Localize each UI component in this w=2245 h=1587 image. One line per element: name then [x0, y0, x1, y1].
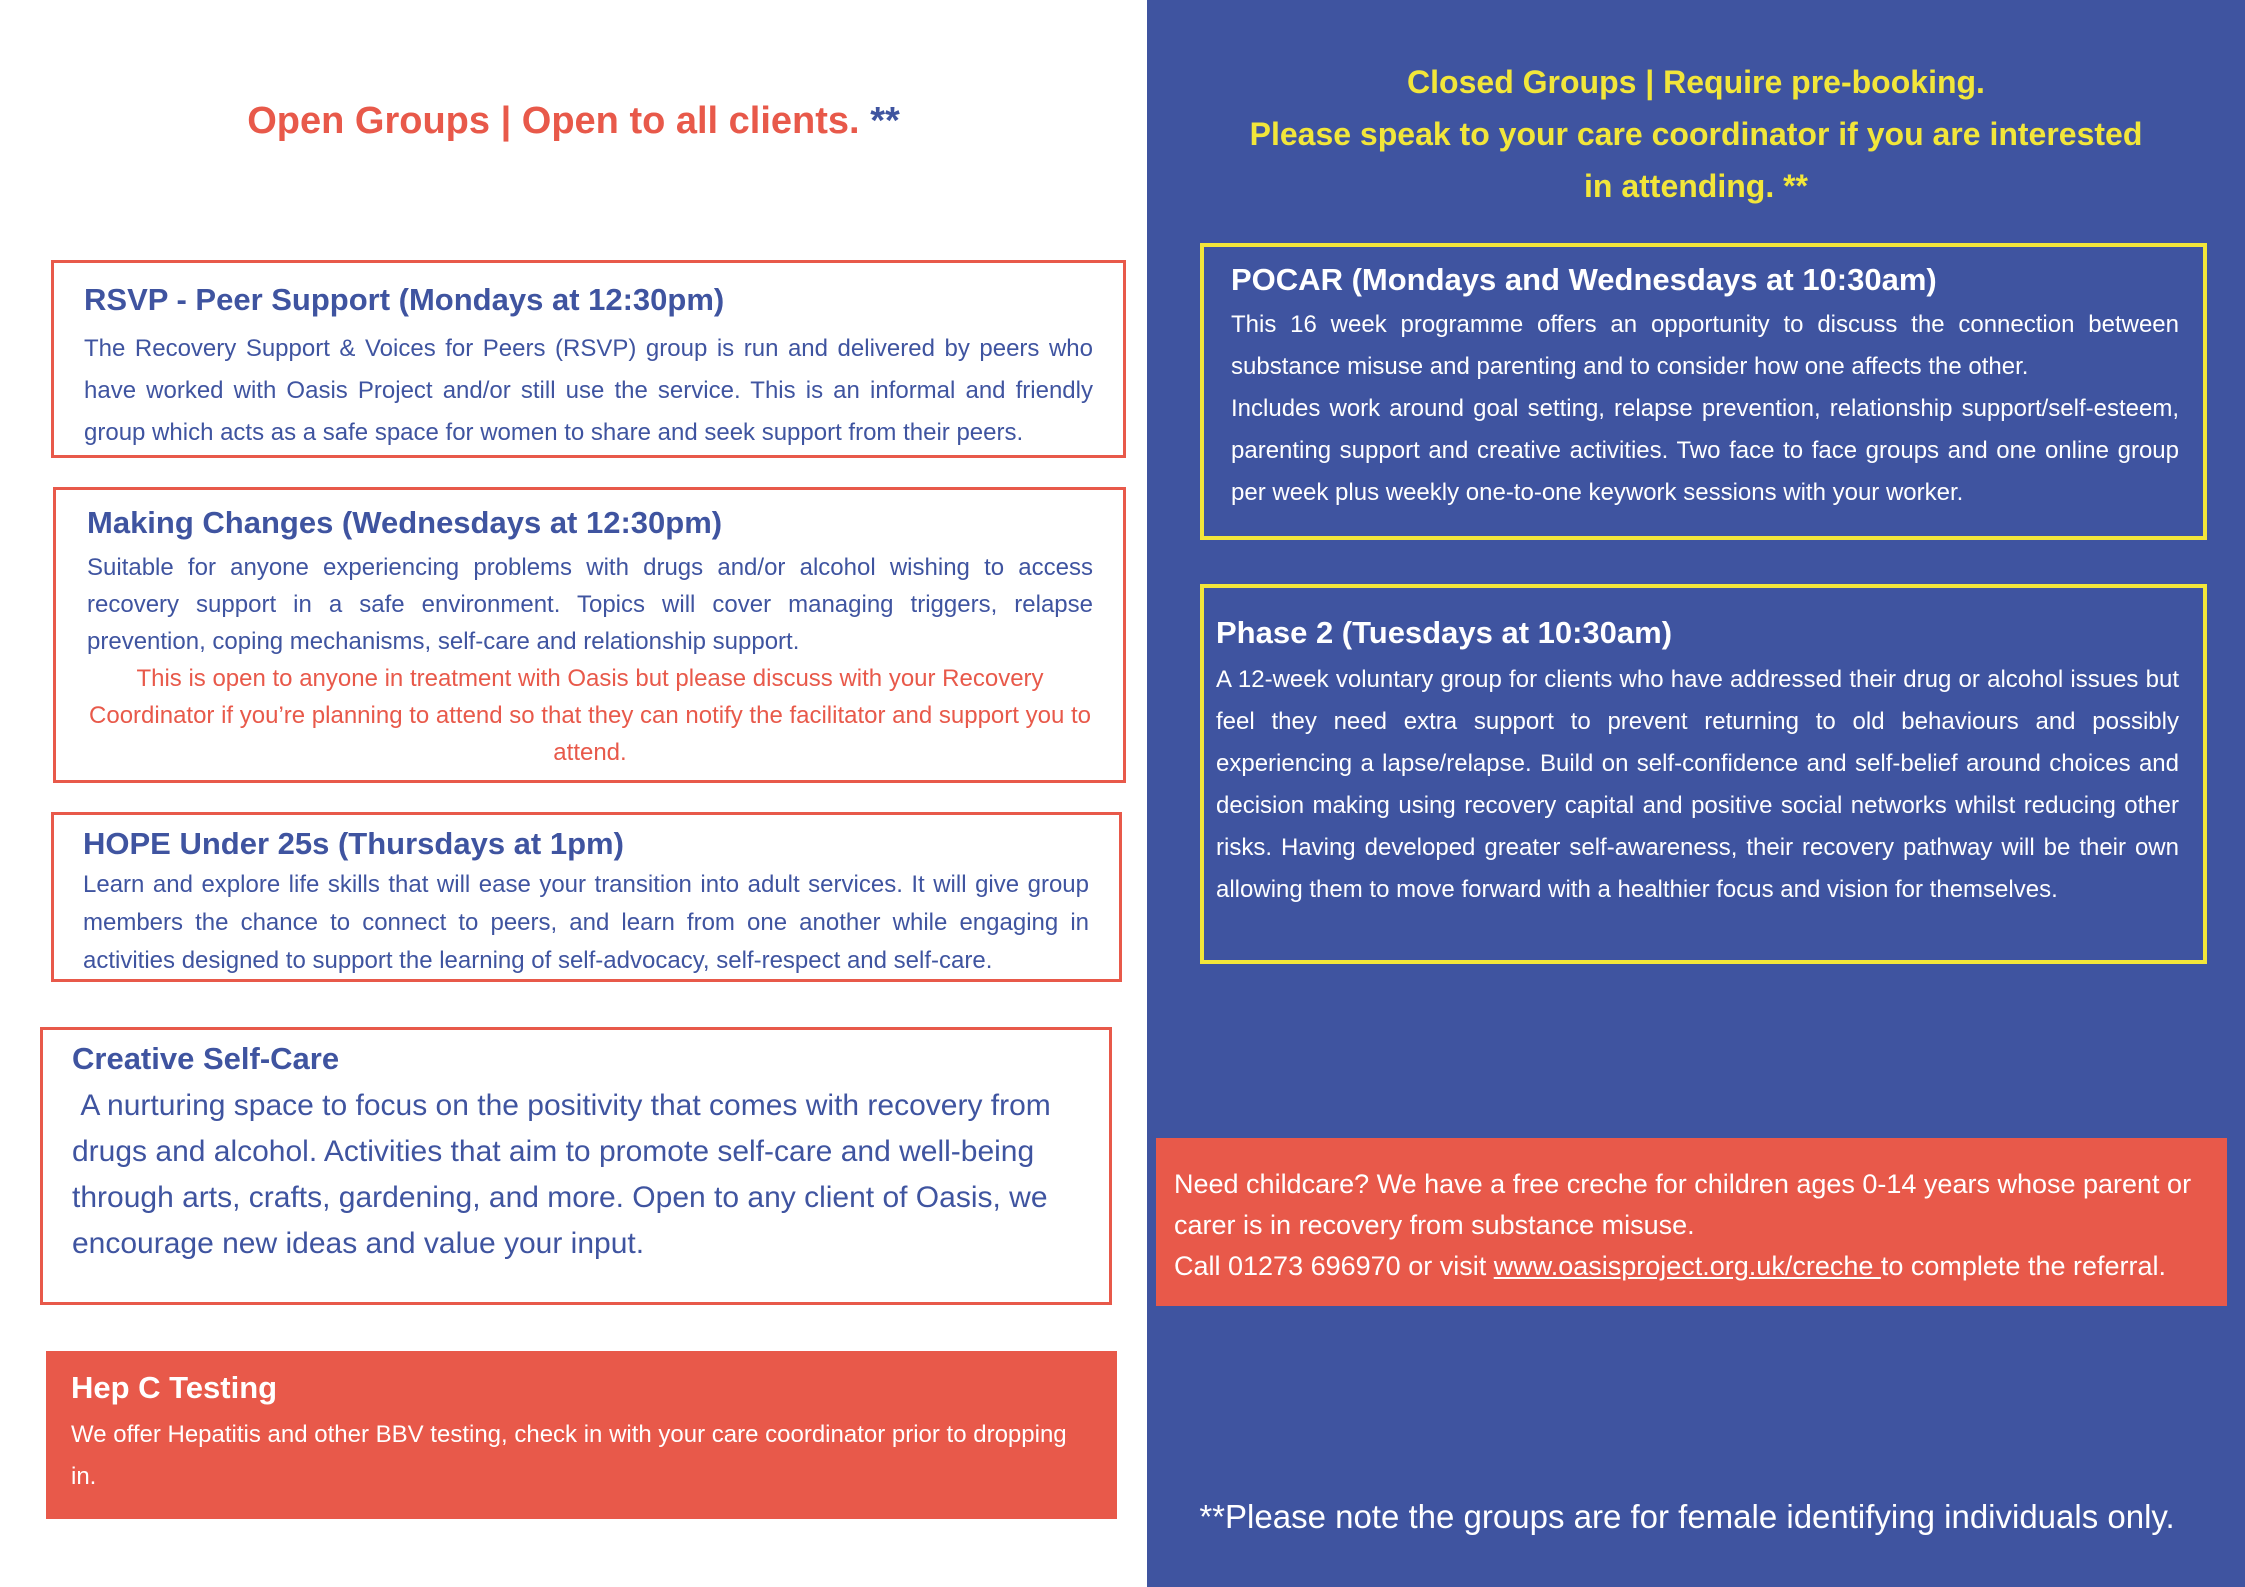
making-changes-title: Making Changes (Wednesdays at 12:30pm) [87, 505, 723, 540]
making-changes-description: Suitable for anyone experiencing problems with drugs and/or alcohol wishing to access recovery support in a safe environment. Topics will cover managing triggers, relapse prevention, coping mechanisms, self-care and relationship support. [87, 554, 1093, 656]
childcare-call-prefix: Call 01273 696970 or visit [1174, 1251, 1494, 1281]
making-changes-note: This is open to anyone in treatment with Oasis but please discuss with your Recovery Coordinator if you’re planning to attend so that they can notify the facilitator and support you to attend. [89, 665, 1091, 767]
childcare-call-suffix: to complete the referral. [1880, 1251, 2167, 1281]
childcare-text: Need childcare? We have a free creche for children ages 0-14 years whose parent or carer is in recovery from substance misuse. [1174, 1169, 2192, 1240]
pocar-details: Includes work around goal setting, relapse prevention, relationship support/self-esteem, parenting support and creative activities. Two face to face groups and one online group per week plus weekly one-to-one keywork sessions with your worker. [1231, 395, 2179, 507]
childcare-banner [1156, 1138, 2227, 1306]
creative-title: Creative Self-Care [72, 1041, 340, 1076]
pocar-description: This 16 week programme offers an opportunity to discuss the connection between substance misuse and parenting and to consider how one affects the other. [1231, 311, 2179, 381]
open-groups-heading-text: Open Groups | Open to all clients. [247, 100, 860, 142]
closed-groups-heading [1147, 56, 2245, 212]
making-changes-card [53, 487, 1126, 783]
open-groups-heading-stars: ** [870, 100, 900, 142]
rsvp-title: RSVP - Peer Support (Mondays at 12:30pm) [84, 282, 725, 317]
closed-groups-heading-line1: Closed Groups | Require pre-booking. [1407, 64, 1985, 100]
hep-c-title: Hep C Testing [71, 1370, 278, 1405]
creative-description: A nurturing space to focus on the positivity that comes with recovery from drugs and alcohol. Activities that aim to promote self-care and well-being through arts, crafts, gardening, and more. Open to any client of Oasis, we encourage new ideas and value your input. [72, 1089, 1060, 1261]
open-groups-heading [0, 100, 1147, 143]
hope-description: Learn and explore life skills that will ease your transition into adult services. It will give group members the chance to connect to peers, and learn from one another while engaging in activities designed to support the learning of self-advocacy, self-respect and self-care. [83, 871, 1089, 975]
phase-2-card [1200, 584, 2207, 964]
hep-c-description: We offer Hepatitis and other BBV testing, check in with your care coordinator prior to dropping in. [71, 1421, 1067, 1491]
creative-self-care-card [40, 1027, 1112, 1305]
hope-card [51, 812, 1122, 982]
pocar-card [1200, 243, 2207, 540]
closed-groups-heading-line2: Please speak to your care coordinator if you are interested in attending. ** [1249, 116, 2143, 204]
phase-2-title: Phase 2 (Tuesdays at 10:30am) [1216, 615, 1673, 650]
childcare-call-line [1174, 1246, 2217, 1287]
rsvp-description: The Recovery Support & Voices for Peers (RSVP) group is run and delivered by peers who have worked with Oasis Project and/or still use the service. This is an informal and friendly group which acts as a safe space for women to share and seek support from their peers. [84, 335, 1093, 447]
female-only-footnote: **Please note the groups are for female identifying individuals only. [1199, 1498, 2175, 1535]
hope-title: HOPE Under 25s (Thursdays at 1pm) [83, 826, 624, 861]
hep-c-testing-card [46, 1351, 1117, 1519]
rsvp-card [51, 260, 1126, 458]
pocar-title: POCAR (Mondays and Wednesdays at 10:30am) [1231, 262, 1937, 297]
creche-referral-link[interactable]: www.oasisproject.org.uk/creche [1493, 1251, 1881, 1281]
phase-2-description: A 12-week voluntary group for clients who have addressed their drug or alcohol issues but feel they need extra support to prevent returning to old behaviours and possibly experiencing a lapse/relapse. Build on self-confidence and self-belief around choices and decision making using recovery capital and positive social networks whilst reducing other risks. Having developed greater self-awareness, their recovery pathway will be their own allowing them to move forward with a healthier focus and vision for themselves. [1216, 666, 2179, 904]
